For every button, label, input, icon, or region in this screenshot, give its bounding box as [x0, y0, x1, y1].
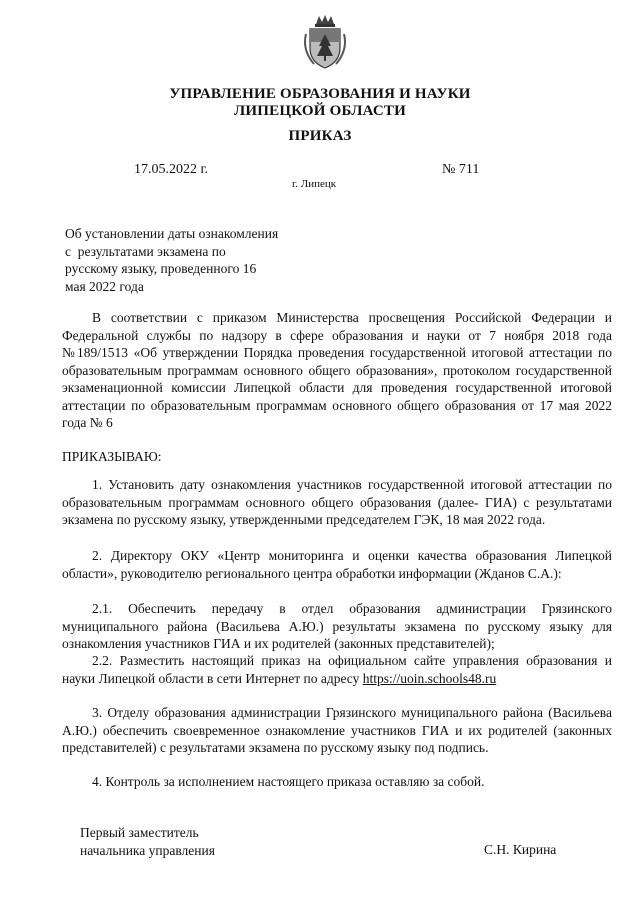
- org-name-line2: ЛИПЕЦКОЙ ОБЛАСТИ: [234, 103, 406, 119]
- item-1: 1. Установить дату ознакомления участников государственной итоговой аттестации по образовательным программам основного общего образования (далее- ГИА) с результатами экзамена по русскому языку, утвержденными председателем ГЭК, 18 мая 2022 года.: [62, 477, 612, 527]
- doc-type-title: ПРИКАЗ: [288, 128, 352, 144]
- order-subject: [65, 225, 278, 295]
- signer-title-line2: начальника управления: [80, 843, 215, 858]
- coat-of-arms-icon: [302, 14, 348, 70]
- order-word: ПРИКАЗЫВАЮ:: [62, 449, 162, 464]
- subject-line: Об установлении даты ознакомления: [65, 226, 279, 241]
- item-3: 3. Отделу образования администрации Грязинского муниципального района (Васильева А.Ю.) обеспечить своевременное ознакомление участников ГИА и их родителей (законных представителей) с результатами экзамена по русскому языку под подпись.: [62, 705, 612, 755]
- signer-title-line1: Первый заместитель: [80, 825, 199, 840]
- subject-line: мая 2022 года: [65, 278, 144, 294]
- site-link[interactable]: https://uoin.schools48.ru: [362, 670, 497, 686]
- item-2-2: [62, 652, 612, 687]
- signer-title: [80, 824, 215, 860]
- item-4: 4. Контроль за исполнением настоящего приказа оставляю за собой.: [92, 774, 485, 789]
- subject-line: с результатами экзамена по: [65, 243, 226, 259]
- org-name-line1: УПРАВЛЕНИЕ ОБРАЗОВАНИЯ И НАУКИ: [169, 86, 471, 102]
- item-2-1: 2.1. Обеспечить передачу в отдел образования администрации Грязинского муниципального района (Васильева А.Ю.) результаты экзамена по русскому языку для ознакомления участников ГИА и их родителей (законных представителей);: [62, 601, 612, 651]
- order-date: 17.05.2022 г.: [134, 162, 209, 177]
- item-2-2-text: 2.2. Разместить настоящий приказ на официальном сайте управления образования и науки Липецкой области в сети Интернет по адресу: [62, 653, 612, 686]
- order-number: № 711: [442, 162, 480, 177]
- order-city: г. Липецк: [292, 178, 337, 190]
- subject-line: русскому языку, проведенного 16: [65, 261, 257, 276]
- signer-name: С.Н. Кирина: [484, 842, 557, 857]
- item-2: 2. Директору ОКУ «Центр мониторинга и оценки качества образования Липецкой области», руководителю регионального центра обработки информации (Жданов С.А.):: [62, 548, 612, 581]
- preamble-paragraph: В соответствии с приказом Министерства просвещения Российской Федерации и Федеральной службы по надзору в сфере образования и науки от 7 ноября 2018 года №189/1513 «Об утверждении Порядка проведения государственной итоговой аттестации по образовательным программам основного общего образования», протоколом государственной экзаменационной комиссии Липецкой области для проведения государственной итоговой аттестации по образовательным программам основного общего образования от 17 мая 2022 года № 6: [62, 310, 612, 430]
